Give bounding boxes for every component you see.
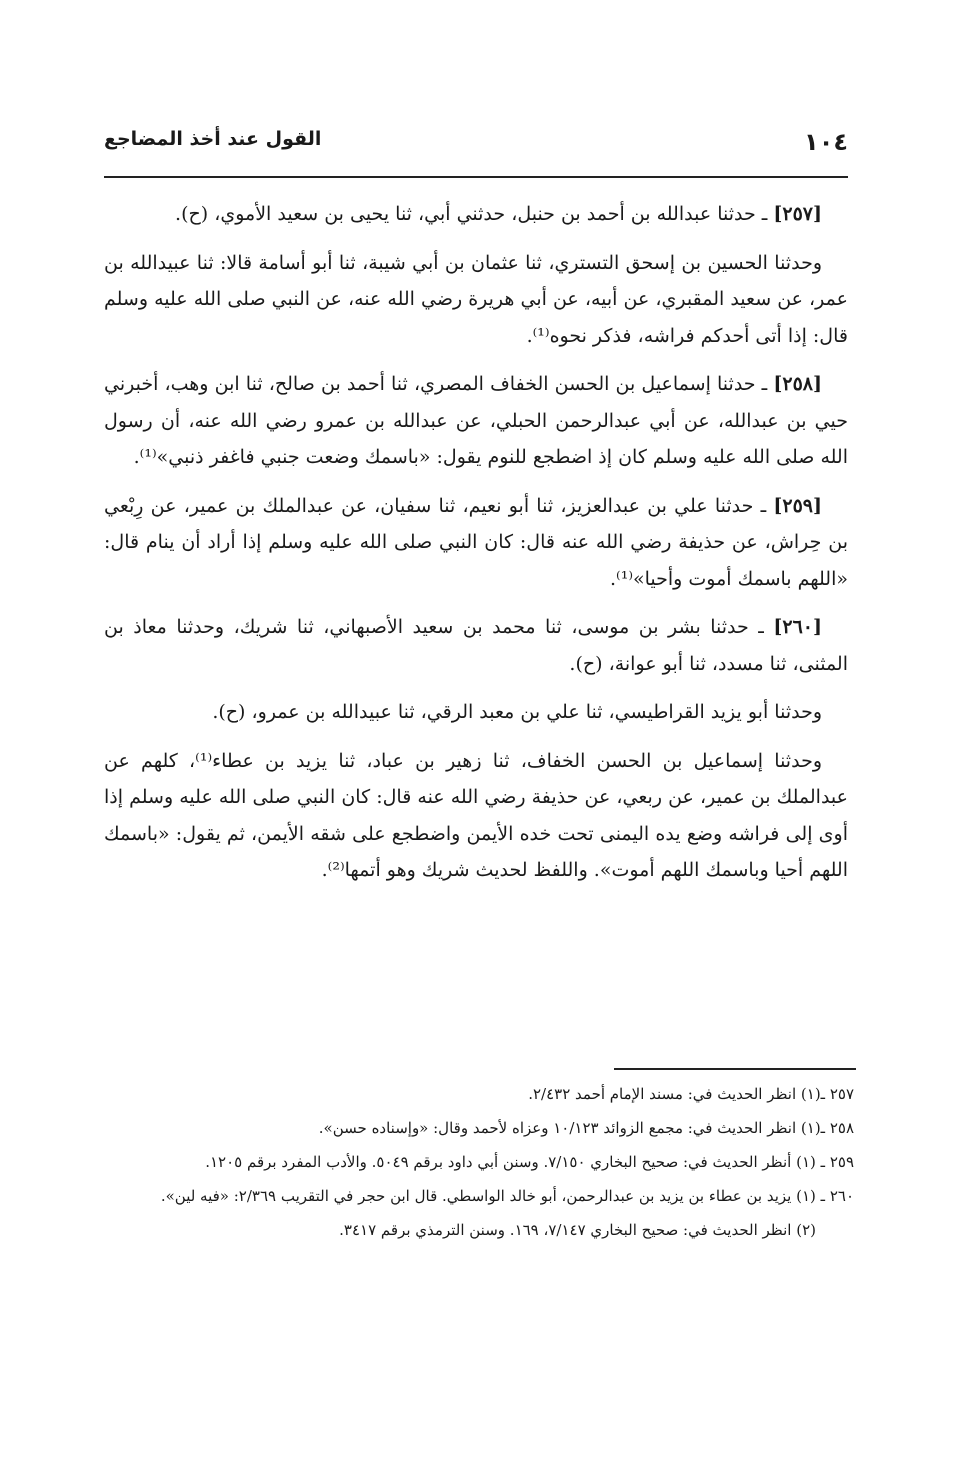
hadith-number: [٢٥٧] bbox=[773, 203, 822, 225]
footnotes bbox=[104, 1080, 854, 1250]
paragraph-text: ـ حدثنا إسماعيل بن الحسن الخفاف المصري، ثنا أحمد بن صالح، ثنا ابن وهب، أخبرني حيي بن عبدالله، عن أبي عبدالرحمن الحبلي، عن عبدالله بن عمرو رضي الله عنه، أن رسول الله صلى الله عليه وسلم كان إذ اضطجع للنوم يقول: «باسمك وضعت جنبي فاغفر ذنبي»⁽¹⁾. bbox=[104, 373, 848, 468]
header-divider bbox=[104, 176, 848, 178]
paragraph-text: ـ حدثنا علي بن عبدالعزيز، ثنا أبو نعيم، ثنا سفيان، عن عبدالملك بن عمير، عن رِبْعي بن حِراش، عن حذيفة رضي الله عنه قال: كان النبي صلى الله عليه وسلم إذا أراد أن ينام قال: «اللهم باسمك أموت وأحيا»⁽¹⁾. bbox=[104, 494, 848, 590]
paragraph-260-chain-b bbox=[104, 743, 848, 889]
paragraph-257 bbox=[104, 196, 848, 233]
paragraph-text: وحدثنا الحسين بن إسحق التستري، ثنا عثمان بن أبي شيبة، ثنا أبو أسامة قالا: ثنا عبيدالله بن عمر، عن سعيد المقبري، عن أبيه، عن أبي هريرة رضي الله عنه، عن النبي صلى الله عليه وسلم قال: إذا أتى أحدكم فراشه، فذكر نحوه⁽¹⁾. bbox=[104, 251, 848, 347]
hadith-number: [٢٥٨] bbox=[773, 373, 822, 395]
footnote-divider bbox=[614, 1068, 856, 1070]
page-number: ١٠٤ bbox=[804, 128, 848, 156]
chapter-title: القول عند أخذ المضاجع bbox=[104, 128, 322, 150]
footnote: ٢٥٧ ـ(١) انظر الحديث في: مسند الإمام أحمد ٢/٤٣٢. bbox=[528, 1085, 854, 1103]
paragraph-257-chain bbox=[104, 245, 848, 355]
page-header bbox=[104, 122, 848, 166]
paragraph-259 bbox=[104, 488, 848, 598]
footnote: ٢٦٠ ـ (١) يزيد بن عطاء بن يزيد بن عبدالرحمن، أبو خالد الواسطي. قال ابن حجر في التقريب ٢/٣٦٩: «فيه لين». bbox=[160, 1187, 854, 1205]
footnote: ٢٥٨ ـ(١) انظر الحديث في: مجمع الزوائد ١٠/١٢٣ وعزاه لأحمد وقال: «وإسناده حسن». bbox=[318, 1119, 854, 1137]
hadith-number: [٢٥٩] bbox=[773, 494, 822, 517]
paragraph-text: وحدثنا أبو يزيد القراطيسي، ثنا علي بن معبد الرقي، ثنا عبيدالله بن عمرو، (ح). bbox=[212, 701, 822, 723]
paragraph-260-chain-a bbox=[104, 694, 848, 731]
paragraph-text: ـ حدثنا بشر بن موسى، ثنا محمد بن سعيد الأصبهاني، ثنا شريك، وحدثنا معاذ بن المثنى، ثنا مسدد، ثنا أبو عوانة، (ح). bbox=[104, 616, 848, 675]
paragraph-text: ـ حدثنا عبدالله بن أحمد بن حنبل، حدثني أبي، ثنا يحيى بن سعيد الأموي، (ح). bbox=[175, 203, 774, 225]
paragraph-260 bbox=[104, 609, 848, 682]
hadith-number: [٢٦٠] bbox=[773, 616, 822, 638]
paragraph-text: وحدثنا إسماعيل بن الحسن الخفاف، ثنا زهير بن عباد، ثنا يزيد بن عطاء⁽¹⁾، كلهم عن عبدالملك بن عمير، عن ربعي، عن حذيفة رضي الله عنه قال: كان النبي صلى الله عليه وسلم إذا أوى إلى فراشه وضع يده اليمنى تحت خده الأيمن واضطجع على شقه الأيمن، ثم يقول: «باسمك اللهم أحيا وباسمك اللهم أموت». واللفظ لحديث شريك وهو أتمها⁽²⁾. bbox=[104, 749, 848, 881]
main-text bbox=[104, 196, 848, 901]
paragraph-258 bbox=[104, 366, 848, 476]
footnote: ٢٥٩ ـ (١) أنظر الحديث في: صحيح البخاري ٧/١٥٠. وسنن أبي داود برقم ٥٠٤٩. والأدب المفرد برقم ١٢٠٥. bbox=[205, 1153, 854, 1171]
footnote: (٢) انظر الحديث في: صحيح البخاري ٧/١٤٧، ١٦٩. وسنن الترمذي برقم ٣٤١٧. bbox=[339, 1221, 816, 1239]
